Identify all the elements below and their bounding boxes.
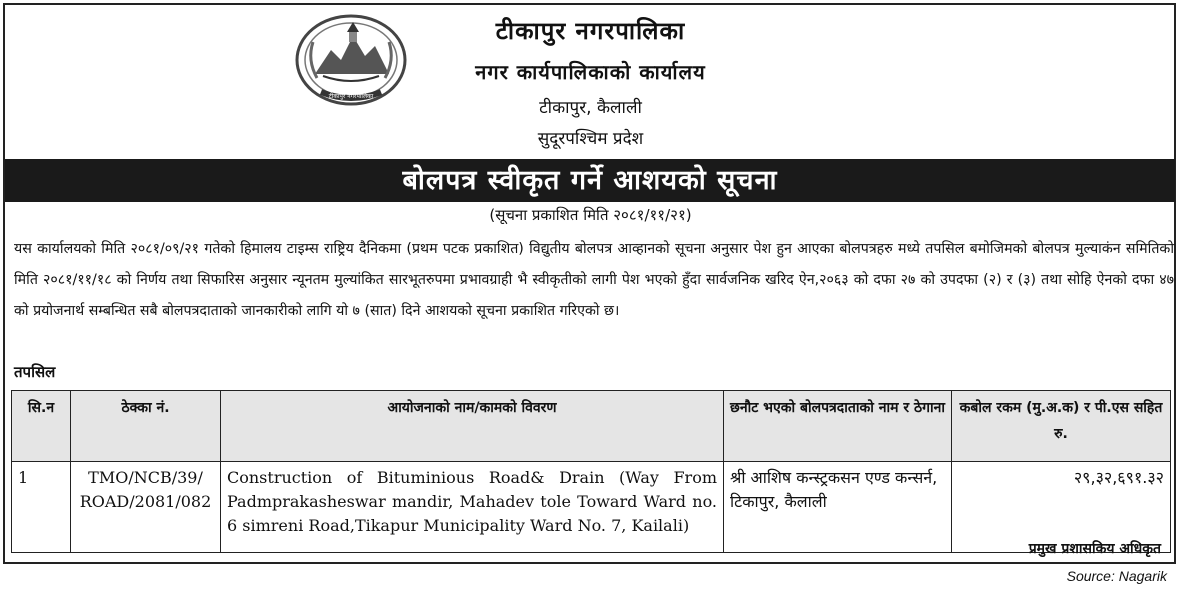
signatory: प्रमुख प्रशासकिय अधिकृत	[1028, 541, 1161, 557]
header-bidder: छनौट भएको बोलपत्रदाताको नाम र ठेगाना	[724, 391, 952, 462]
cell-amount: २९,३२,६९१.३२	[952, 462, 1171, 553]
cell-contract: TMO/NCB/39/ ROAD/2081/082	[71, 462, 221, 553]
notice-body	[14, 234, 1174, 327]
header-contract: ठेक्का नं.	[71, 391, 221, 462]
header-amount: कबोल रकम (मु.अ.क) र पी.एस सहित रु.	[952, 391, 1171, 462]
publish-date: (सूचना प्रकाशित मिति २०८१/११/२१)	[489, 206, 692, 224]
emblem-text: टीकापुर नगरपालिका	[328, 93, 374, 100]
header-sn: सि.न	[12, 391, 71, 462]
municipality-name: टीकापुर नगरपालिका	[495, 17, 686, 45]
cell-bidder: श्री आशिष कन्स्ट्रकसन एण्ड कन्सर्न, टिकापुर, कैलाली	[724, 462, 952, 553]
cell-sn: 1	[12, 462, 71, 553]
schedule-label: तपसिल	[14, 363, 56, 381]
header-project: आयोजनाको नाम/कामको विवरण	[221, 391, 724, 462]
table-header-row	[12, 391, 1171, 462]
office-address: टीकापुर, कैलाली	[539, 98, 642, 118]
source-credit: Source: Nagarik	[1066, 568, 1167, 584]
bid-table	[11, 390, 1171, 553]
notice-body-text: यस कार्यालयको मिति २०८१/०९/२१ गतेको हिमालय टाइम्स राष्ट्रिय दैनिकमा (प्रथम पटक प्रकाशित) विद्युतीय बोलपत्र आव्हानको सूचना अनुसार पेश हुन आएका बोलपत्रहरु मध्ये तपसिल बमोजिमको बोलपत्र मुल्याकंन समितिको मिति २०८१/११/१८ को निर्णय तथा सिफारिस अनुसार न्यूनतम मुल्यांकित सारभूतरुपमा प्रभावग्राही भै स्वीकृतीको लागी पेश भएको हुँदा सार्वजनिक खरिद ऐन,२०६३ को दफा २७ को उपदफा (२) र (३) तथा सोहि ऐनको दफा ४७ को प्रयोजनार्थ सम्बन्धित सबै बोलपत्रदाताको जानकारीको लागि यो ७ (सात) दिने आशयको सूचना प्रकाशित गरिएको छ।	[14, 241, 1174, 319]
province-name: सुदूरपश्चिम प्रदेश	[537, 129, 644, 149]
cell-project: Construction of Bituminious Road& Drain (Way From Padmprakasheswar mandir, Mahadev tole Toward Ward no. 6 simreni Road,Tikapur Municipality Ward No. 7, Kailali)	[221, 462, 724, 553]
notice-title: बोलपत्र स्वीकृत गर्ने आशयको सूचना	[5, 159, 1175, 202]
office-name: नगर कार्यपालिकाको कार्यालय	[475, 60, 706, 84]
table-row	[12, 462, 1171, 553]
